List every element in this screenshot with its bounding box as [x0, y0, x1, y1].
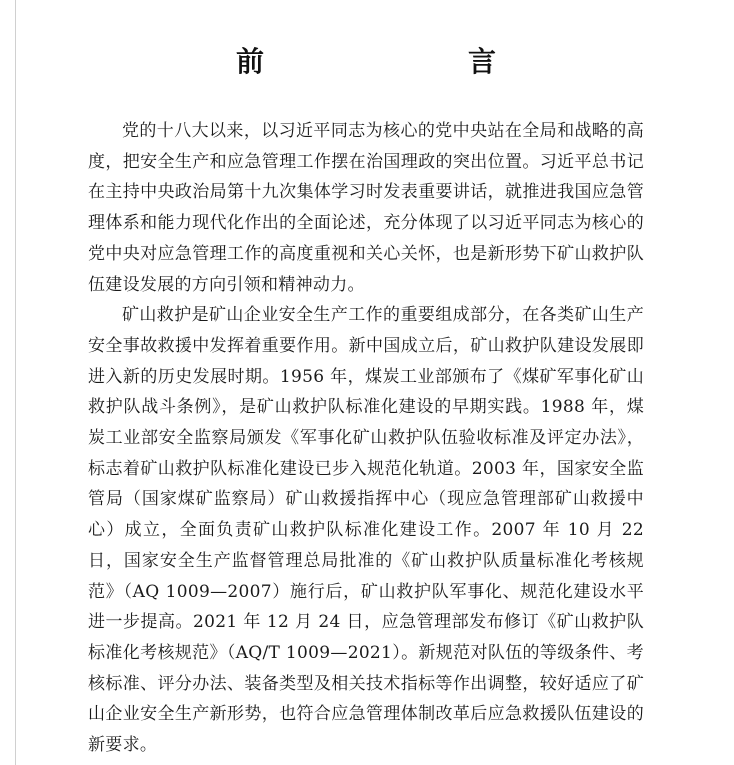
- paragraph-2: 矿山救护是矿山企业安全生产工作的重要组成部分，在各类矿山生产安全事故救援中发挥着重要作用。新中国成立后，矿山救护队建设发展即进入新的历史发展时期。1956 年，煤炭工业部颁布了《煤矿军事化矿山救护队战斗条例》，是矿山救护队标准化建设的早期实践。1988 年，煤炭工业部安全监察局颁发《军事化矿山救护队伍验收标准及评定办法》，标志着矿山救护队标准化建设已步入规范化轨道。2003 年，国家安全监管局（国家煤矿监察局）矿山救援指挥中心（现应急管理部矿山救援中心）成立，全面负责矿山救护队标准化建设工作。2007 年 10 月 22 日，国家安全生产监督管理总局批准的《矿山救护队质量标准化考核规范》（AQ 1009—2007）施行后，矿山救护队军事化、规范化建设水平进一步提高。2021 年 12 月 24 日，应急管理部发布修订《矿山救护队标准化考核规范》（AQ/T 1009—2021）。新规范对队伍的等级条件、考核标准、评分办法、装备类型及相关技术指标等作出调整，较好适应了矿山企业安全生产新形势，也符合应急管理体制改革后应急救援队伍建设的新要求。: [88, 305, 644, 756]
- document-page: [88, 0, 644, 761]
- paragraph-1: 党的十八大以来，以习近平同志为核心的党中央站在全局和战略的高度，把安全生产和应急管理工作摆在治国理政的突出位置。习近平总书记在主持中央政治局第十九次集体学习时发表重要讲话，就推进我国应急管理体系和能力现代化作出的全面论述，充分体现了以习近平同志为核心的党中央对应急管理工作的高度重视和关心关怀，也是新形势下矿山救护队伍建设发展的方向引领和精神动力。: [88, 121, 644, 295]
- page-edge-line: [15, 0, 16, 765]
- page-title: 前 言: [235, 45, 584, 78]
- body-text: [88, 116, 644, 761]
